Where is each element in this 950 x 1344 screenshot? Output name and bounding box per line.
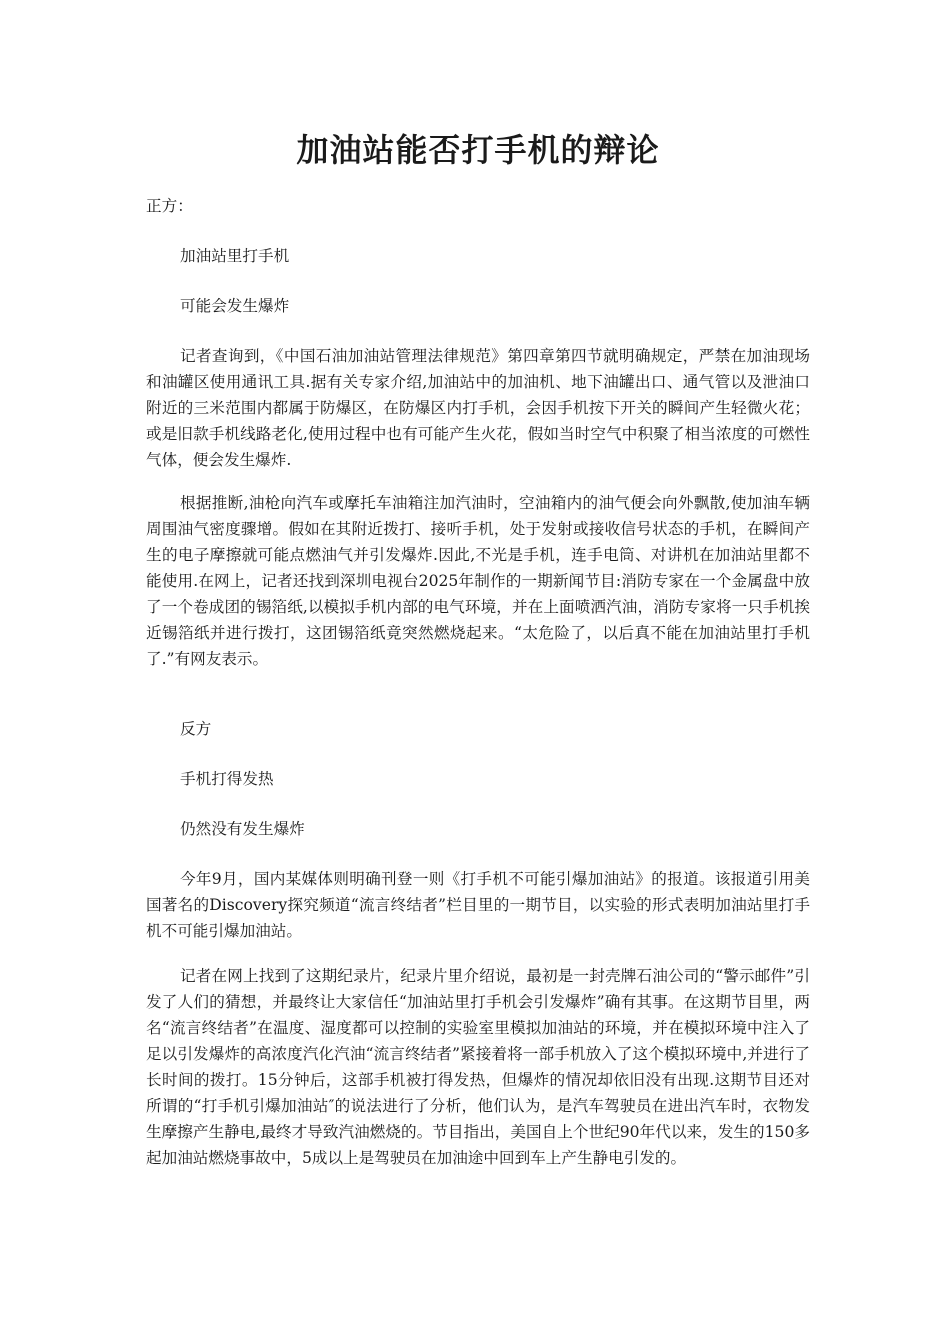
con-heading-line-2: 仍然没有发生爆炸 bbox=[180, 820, 305, 838]
con-paragraph-media-report: 今年9月，国内某媒体则明确刊登一则《打手机不可能引爆加油站》的报道。该报道引用美国著名的Discovery探究频道“流言终结者”栏目里的一期节目，以实验的形式表明加油站里打手机不可能引爆加油站。 bbox=[146, 870, 810, 940]
pro-paragraph-regulation: 记者查询到，《中国石油加油站管理法律规范》第四章第四节就明确规定，严禁在加油现场和油罐区使用通讯工具.据有关专家介绍,加油站中的加油机、地下油罐出口、通气管以及泄油口附近的三米范围内都属于防爆区，在防爆区内打手机，会因手机按下开关的瞬间产生轻微火花；或是旧款手机线路老化,使用过程中也有可能产生火花，假如当时空气中积聚了相当浓度的可燃性气体，便会发生爆炸. bbox=[146, 347, 810, 469]
con-heading-line-1: 手机打得发热 bbox=[180, 770, 274, 788]
side-label-pro: 正方： bbox=[146, 197, 193, 215]
pro-heading-line-2: 可能会发生爆炸 bbox=[180, 297, 290, 315]
pro-paragraph-inference: 根据推断,油枪向汽车或摩托车油箱注加汽油时，空油箱内的油气便会向外飘散,使加油车辆周围油气密度骤增。假如在其附近拨打、接听手机，处于发射或接收信号状态的手机，在瞬间产生的电子摩擦就可能点燃油气并引发爆炸.因此,不光是手机，连手电筒、对讲机在加油站里都不能使用.在网上，记者还找到深圳电视台2025年制作的一期新闻节目:消防专家在一个金属盘中放了一个卷成团的锡箔纸,以模拟手机内部的电气环境，并在上面喷洒汽油，消防专家将一只手机挨近锡箔纸并进行拨打，这团锡箔纸竟突然燃烧起来。“太危险了，以后真不能在加油站里打手机了.”有网友表示。 bbox=[146, 494, 810, 668]
pro-heading-line-1: 加油站里打手机 bbox=[180, 247, 290, 265]
side-label-con: 反方 bbox=[180, 720, 212, 738]
con-paragraph-documentary: 记者在网上找到了这期纪录片，纪录片里介绍说，最初是一封壳牌石油公司的“警示邮件”引发了人们的猜想，并最终让大家信任“加油站里打手机会引发爆炸”确有其事。在这期节目里，两名“流言终结者”在温度、湿度都可以控制的实验室里模拟加油站的环境，并在模拟环境中注入了足以引发爆炸的高浓度汽化汽油“流言终结者”紧接着将一部手机放入了这个模拟环境中,并进行了长时间的拨打。15分钟后，这部手机被打得发热，但爆炸的情况却依旧没有出现.这期节目还对所谓的“打手机引爆加油站″的说法进行了分析，他们认为，是汽车驾驶员在进出汽车时，衣物发生摩擦产生静电,最终才导致汽油燃烧的。节目指出，美国自上个世纪90年代以来，发生的150多起加油站燃烧事故中，5成以上是驾驶员在加油途中回到车上产生静电引发的。 bbox=[146, 967, 810, 1167]
document-title: 加油站能否打手机的辩论 bbox=[296, 131, 660, 169]
